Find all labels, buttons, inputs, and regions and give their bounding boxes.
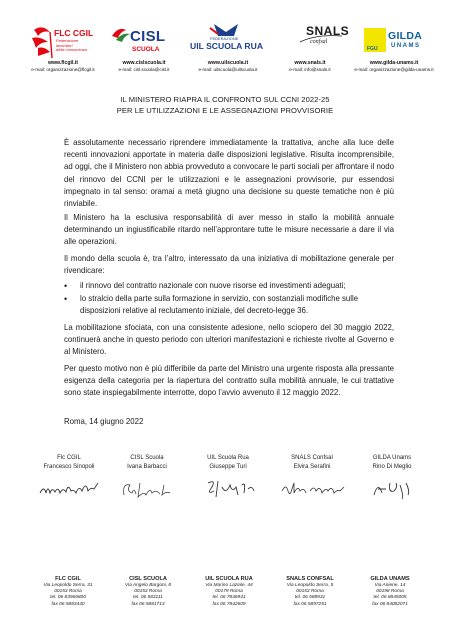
email-link[interactable]: e-mail: organizzazione@flcgil.it [31, 67, 95, 72]
footer-fax: fax 06 7842609 [212, 601, 246, 607]
signature-sinopoli [38, 477, 100, 503]
title-line-2: PER LE UTILIZZAZIONI E LE ASSEGNAZIONI PROVVISORIE [116, 106, 334, 115]
footer-fax: fax 06 5897251 [293, 601, 327, 607]
footer-org: GILDA UNAMS [370, 576, 410, 582]
footer-org: FLC CGIL [55, 576, 81, 582]
signatory-person: Ivana Barbacci [127, 464, 167, 470]
paragraph-5: Per questo motivo non è più differibile da parte del Ministro una urgente risposta alla pressante esigenza della categoria per la riapertura del contratto sulla mobilità annuale, le cui trattative sono state inspiegabilmente interrotte, dopo l’avvio avvenuto il 12 maggio 2022. [64, 364, 394, 398]
email-link[interactable]: e-mail: uilscuola@uilscuola.it [198, 67, 258, 72]
contact-gilda [348, 60, 440, 73]
uil-name: UIL SCUOLA RUA [190, 41, 264, 51]
flc-cgil-logo [28, 22, 98, 64]
site-link[interactable]: www.flcgil.it [47, 60, 79, 66]
footer-address: Via Marino Laziale, 44 [205, 583, 253, 588]
footer-address: Via Aniene, 14 [374, 583, 406, 588]
signatory-org: GILDA Unams [372, 455, 412, 461]
bullet-icon: • [64, 281, 68, 291]
signatory-org: UIL Scuola Rua [207, 455, 249, 461]
footer-uil [190, 575, 268, 608]
paragraph-3: Il mondo della scuola è, tra l’altro, interessato da una iniziativa di mobilitazione generale per rivendicare: [64, 254, 394, 276]
snals-logo [286, 22, 350, 64]
footer-city: 00198 Roma [376, 589, 404, 595]
signatory-person: Rino Di Meglio [372, 464, 412, 470]
signatory-flc-cgil [34, 454, 104, 472]
site-link[interactable]: www.gilda-unams.it [369, 60, 419, 66]
footer-city: 00153 Roma [134, 589, 162, 595]
footer-address: Via Leopoldo Serra, 31 [43, 583, 93, 588]
title-line-1: IL MINISTERO RIAPRA IL CONFRONTO SUL CCNI 2022-25 [120, 95, 330, 104]
footer-org: SNALS CONFSAL [286, 576, 334, 582]
bullet-text: il rinnovo del contratto nazionale con nuove risorse ed investimenti adeguati; [80, 281, 346, 290]
footer-address: Via Angelo Bargoni, 8 [124, 583, 172, 588]
signatory-person: Francesco Sinopoli [43, 464, 95, 470]
footer-snals [272, 575, 348, 608]
signatory-org: CISL Scuola [130, 455, 164, 461]
signatory-snals [274, 454, 350, 472]
gilda-unams-logo [364, 22, 430, 64]
bullet-icon: • [64, 294, 68, 304]
signature-di-meglio [368, 477, 414, 503]
footer-org: CISL SCUOLA [129, 576, 167, 582]
site-link[interactable]: www.uilscuola.it [207, 60, 249, 66]
date-line: Roma, 14 giugno 2022 [64, 417, 144, 426]
uil-federazione: FEDERAZIONE [210, 36, 239, 41]
uil-scuola-rua-logo [186, 22, 266, 64]
gilda-sub: UNAMS [391, 43, 421, 49]
cisl-scuola-logo [110, 22, 170, 64]
email-link[interactable]: e-mail: cisl.scuola@cisl.it [118, 67, 170, 72]
site-link[interactable]: www.cislscuola.it [122, 60, 166, 66]
document-title [54, 94, 396, 116]
signature-serafini [278, 477, 348, 503]
bullet-item-1 [64, 280, 400, 292]
cisl-sub: SCUOLA [132, 46, 160, 53]
signatory-cisl [112, 454, 182, 472]
footer-city: 00179 Roma [215, 589, 243, 595]
footer-fax: fax 06 5883440 [51, 601, 85, 607]
logo-row [28, 22, 430, 64]
signatory-person: Elvira Serafini [293, 464, 331, 470]
contacts-row [20, 60, 440, 80]
footer-flc-cgil [30, 575, 106, 608]
contact-cisl-scuola [112, 60, 176, 73]
footer-org: UIL SCUOLA RUA [205, 576, 253, 582]
signatory-org: Flc CGIL [57, 455, 81, 461]
footer-fax: fax 06 5881713 [131, 601, 165, 607]
gilda-badge: FGU [367, 46, 378, 52]
cisl-name: CISL [130, 28, 166, 45]
paragraph-1: È assolutamente necessario riprendere immediatamente la trattativa, anche alla luce delle recenti innovazioni apportate in materia dalle disposizioni legislative. Risulta incomprensibile, ad oggi, che il Ministero non abbia provveduto a convocare le parti sociali per affrontare il nodo del rinnovo del CCNI per le utilizzazioni e le assegnazioni provvisorie, pur essendosi impegnato in tal senso: oramai a metà giugno una decisione su queste tematiche non è più rinviabile. [64, 138, 394, 209]
signatory-person: Giuseppe Turi [209, 464, 247, 470]
contact-snals [280, 60, 340, 73]
contact-flc-cgil [28, 60, 98, 73]
footer-tel: tel. 06 7846941 [212, 595, 246, 601]
contact-uil-scuola [190, 60, 266, 73]
bullet-text: lo stralcio della parte sulla formazione in servizio, con sostanziali modifiche sulle disposizioni relative al reclutamento iniziale, del decreto-legge 36. [80, 294, 359, 316]
signature-turi [202, 477, 258, 503]
footer-tel: tel. 06 588931 [294, 595, 326, 601]
signatory-uil [190, 454, 266, 472]
footer-address: Via Leopoldo Serra, 5 [286, 583, 334, 588]
footer-gilda [352, 575, 428, 608]
footer-tel: tel. 06 8845005 [373, 595, 407, 601]
paragraph-4: La mobilitazione sfociata, con una consistente adesione, nello sciopero del 30 maggio 2022, continuerà anche in questo periodo con ulteriori manifestazioni e richieste rivolte al Governo e al Ministero. [64, 323, 394, 357]
bullet-item-2 [64, 293, 400, 317]
flc-cgil-name: FLC CGIL [54, 28, 94, 38]
footer-tel: tel. 06 583111 [133, 595, 163, 601]
footer-fax: fax 06 84082071 [372, 601, 408, 607]
signatory-org: SNALS Confsal [291, 455, 333, 461]
gilda-name: GILDA [388, 30, 423, 42]
footer-city: 00153 Roma [296, 589, 324, 595]
footer-tel: tel. 06 83966800 [50, 595, 86, 601]
footer-cisl [110, 575, 186, 608]
email-link[interactable]: e-mail: info@snals.it [289, 67, 331, 72]
email-link[interactable]: e-mail: organizzazione@gilda-unams.it [354, 67, 434, 72]
snals-confsal: confsal [310, 39, 328, 45]
paragraph-2: Il Ministero ha la esclusiva responsabilità di aver messo in stallo la mobilità annuale determinando un ingiustificabile ritardo nell’approntare tutte le misure necessarie a dare il via alle operazioni. [64, 213, 394, 247]
snals-name: SNALS [306, 24, 350, 38]
flc-cgil-tagline: Federazione lavoratori della conoscenza [56, 38, 87, 53]
footer-city: 00153 Roma [54, 589, 82, 595]
site-link[interactable]: www.snals.it [294, 60, 326, 66]
signatory-gilda [356, 454, 428, 472]
signature-barbacci [120, 477, 176, 503]
